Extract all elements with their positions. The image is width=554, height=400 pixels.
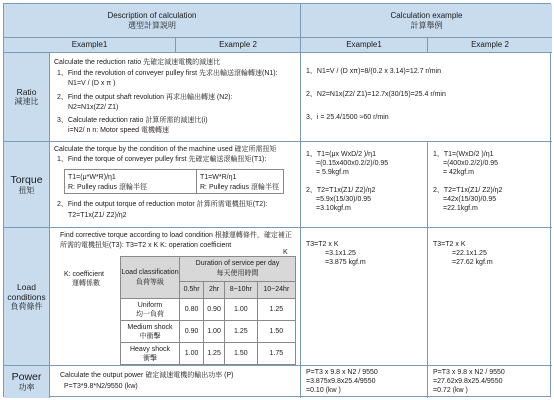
load-ex1-line: T3=T2 x K (306, 241, 339, 248)
load-ex1-line: =3.1x1.25 (325, 250, 356, 257)
table-col-head: 0.5hr (180, 282, 204, 299)
power-label (4, 366, 50, 398)
ratio-example-line: 3、i = 25.4/1500 ≈60 r/min (306, 114, 389, 121)
table-col-head: 10~24hr (257, 282, 295, 299)
power-example2 (428, 366, 552, 398)
power-ex1-line: =0.10 (kw ) (306, 387, 341, 394)
table-cell: 0.90 (204, 299, 225, 321)
torque-ex2-line: = 42kgf.m (443, 169, 474, 176)
load-coefficient-zh: 運轉係數 (72, 280, 100, 287)
table-cell: 1.75 (257, 343, 295, 365)
torque-ex1-line: =3.10kgf.m (316, 205, 351, 212)
table-head-duration-zh: 每天使用時間 (216, 270, 259, 277)
torque-formula-divider (196, 170, 197, 193)
power-line: Calculate the output power 確定減速電機的輸出功率 (P) (60, 372, 234, 379)
power-label-zh: 功率 (18, 383, 35, 392)
power-description (50, 366, 301, 398)
ratio-example-line: 1、N1=V / (D xπ)=8/(0.2 x 3.14)=12.7 r/min (306, 68, 441, 75)
table-head-load-class-zh: 負荷等級 (136, 278, 164, 286)
row-head-en: Medium shock (127, 323, 173, 331)
power-formula: P=T3*9.8*N2/9550 (kw) (64, 383, 138, 390)
load-line: Find corrective torque according to load condition 根據運轉條件，確定補正 (60, 232, 292, 239)
power-ex1-line: P=T3 x 9.8 x N2 / 9550 (306, 369, 378, 376)
ratio-example (301, 53, 552, 142)
power-ex2-line: =27.62x9.8x25.4/9550 (433, 378, 503, 385)
ratio-description (50, 53, 301, 142)
load-ex1-line: =3.875 kgf.m (325, 259, 366, 266)
torque-ex1-line: 1、T1=(μx WxD/2 )/η1 (306, 151, 376, 158)
load-label-en1: Load (17, 281, 36, 292)
torque-formula: T2=T1x(Z1/ Z2)/η2 (68, 212, 127, 219)
torque-formula-1a: T1=(μ*W*R)/η1 (68, 174, 116, 181)
row-head-en: Uniform (137, 301, 163, 309)
calculation-sheet (3, 3, 551, 397)
ratio-line: 2、Find the output shaft revolution 再求出輸出轉速 (N2): (57, 94, 233, 101)
example-header-zh: 計算舉例 (410, 20, 443, 30)
table-row-head (121, 321, 180, 343)
power-example1 (301, 366, 428, 398)
torque-formula-2a: T1=W*R/η1 (200, 174, 237, 181)
torque-ex2-line: =(400x0.2/2)/0.95 (443, 160, 499, 167)
torque-ex2-line: 1、T1=(WxD/2 )/η1 (433, 151, 494, 158)
ratio-label-en: Ratio (16, 87, 37, 97)
calc-example1-header: Example1 (301, 38, 428, 53)
torque-line: 1、Find the torque of conveyer pulley first 先確定輸送滾輪扭矩(T1): (57, 156, 267, 163)
ratio-formula: N1=V / (D x π ) (68, 80, 116, 87)
table-cell: 1.50 (224, 343, 257, 365)
torque-ex2-line: 2、T2=T1x(Z1/ Z2)/η2 (433, 187, 503, 194)
torque-label-zh: 扭矩 (18, 185, 35, 195)
torque-example2 (428, 142, 552, 228)
load-label (4, 228, 50, 366)
load-ex2-line: T3=T2 x K (433, 241, 466, 248)
load-example2 (428, 228, 552, 366)
table-row (121, 343, 296, 365)
torque-formula-box (64, 169, 284, 194)
table-cell: 1.25 (204, 343, 225, 365)
torque-formula-1b: R: Pulley radius 滾輪半徑 (68, 184, 147, 191)
example-header (301, 4, 552, 38)
description-header-zh: 選型計算説明 (128, 20, 176, 30)
ratio-line: Calculate the reduction ratio 先確定減速電機的減速比 (54, 59, 221, 66)
row-head-en: Heavy shock (129, 345, 171, 353)
table-head-load-class (121, 257, 180, 299)
load-label-en2: conditions (7, 291, 46, 302)
row-head-zh: 衝擊 (143, 354, 157, 362)
table-cell: 1.25 (257, 299, 295, 321)
torque-label-en: Torque (10, 173, 43, 186)
torque-label (4, 142, 50, 228)
table-row-head (121, 299, 180, 321)
power-ex1-line: =3.875x9.8x25.4/9550 (306, 378, 376, 385)
load-description (50, 228, 301, 366)
load-example1 (301, 228, 428, 366)
load-line: 所需的電機扭矩(T3): T3=T2 x K K: operation coefficient (60, 242, 232, 249)
torque-description (50, 142, 301, 228)
torque-ex2-line: =22.1kgf.m (443, 205, 478, 212)
torque-ex1-line: = 5.9kgf.m (316, 169, 349, 176)
table-cell: 1.00 (180, 343, 204, 365)
calc-example2-header: Example 2 (428, 38, 552, 53)
power-label-en: Power (11, 371, 42, 383)
table-head-duration-en: Duration of service per day (195, 260, 280, 267)
table-row-head (121, 343, 180, 365)
table-row (121, 321, 296, 343)
power-ex2-line: P=T3 x 9.8 x N2 / 9550 (433, 369, 505, 376)
description-header-en: Description of calculation (107, 10, 197, 20)
load-k-mark: K (283, 249, 288, 256)
table-cell: 0.90 (180, 321, 204, 343)
torque-ex1-line: 2、T2=T1x(Z1/ Z2)/η2 (306, 187, 376, 194)
torque-line: Calculate the torque by the condition of the machine used 確定所需扭矩 (54, 146, 277, 153)
load-coefficient-table (120, 256, 296, 365)
ratio-line: 3、Calculate reduction ratio 計算所需的減速比(i) (57, 117, 208, 124)
description-header (4, 4, 301, 38)
table-cell: 1.00 (204, 321, 225, 343)
table-head-duration (180, 257, 296, 282)
power-ex2-line: =0.72 (kw ) (433, 387, 468, 394)
ratio-formula: i=N2/ n n: Motor speed 電機轉速 (68, 127, 169, 134)
table-row (121, 299, 296, 321)
load-ex2-line: =22.1x1.25 (452, 250, 487, 257)
table-col-head: 2hr (204, 282, 225, 299)
torque-ex1-line: =5.9x(15/30)/0.95 (316, 196, 372, 203)
row-head-zh: 中衝擊 (139, 332, 161, 340)
ratio-label-zh: 減速比 (14, 97, 39, 106)
ratio-example-line: 2、N2=N1x(Z2/ Z1)=12.7x(30/15)=25.4 r/min (306, 91, 446, 98)
ratio-line: 1、Find the revolution of conveyer pulley first 先求出輸送滾輪轉速(N1): (57, 70, 278, 77)
table-cell: 0.80 (180, 299, 204, 321)
torque-line: 2、Find the output torque of reduction motor 計算所需電機扭矩(T2): (57, 201, 268, 208)
load-coefficient-en: K: coefficient (64, 271, 104, 278)
ratio-label (4, 53, 50, 142)
example-header-en: Calculation example (390, 10, 463, 20)
torque-ex1-line: =(0.15x400x0.2/2)/0.95 (316, 160, 389, 167)
table-col-head: 8~10hr (224, 282, 257, 299)
ratio-formula: N2=N1x(Z2/ Z1) (68, 104, 119, 111)
row-head-zh: 均一負荷 (136, 310, 164, 318)
table-cell: 1.50 (257, 321, 295, 343)
desc-example1-header: Example1 (4, 38, 176, 53)
desc-example2-header: Example 2 (176, 38, 301, 53)
torque-formula-2b: R: Pulley radius 滾輪半徑 (200, 184, 279, 191)
load-label-zh: 負荷條件 (10, 301, 43, 311)
table-head-load-class-en: Load classification (121, 268, 179, 276)
table-cell: 1.00 (224, 299, 257, 321)
torque-example1 (301, 142, 428, 228)
table-cell: 1.25 (224, 321, 257, 343)
load-ex2-line: =27.62 kgf.m (452, 259, 493, 266)
torque-ex2-line: =42x(15/30)/0.95 (443, 196, 497, 203)
